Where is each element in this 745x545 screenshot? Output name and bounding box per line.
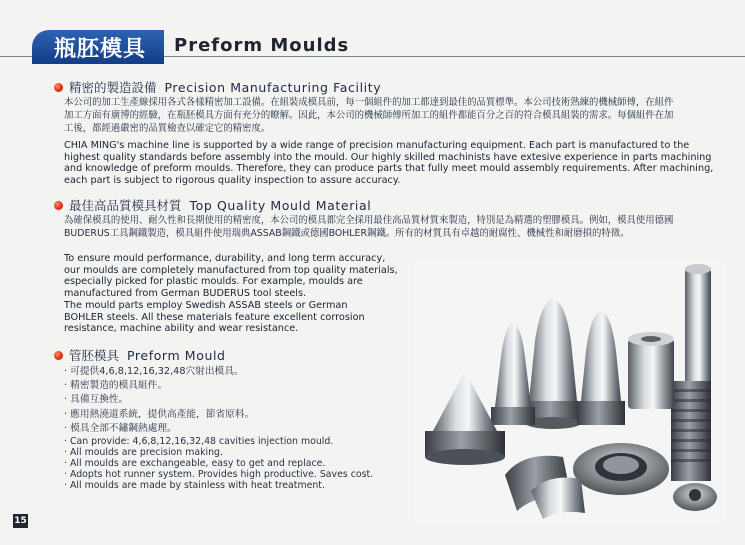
title-en: Preform Moulds	[174, 35, 350, 56]
list-item: · All moulds are precision making.	[64, 447, 223, 458]
list-item: · All moulds are exchangeable, easy to get and replace.	[64, 458, 326, 469]
en-line: resistance, machine ability and wear resistance.	[64, 323, 299, 335]
red-bullet-icon	[54, 201, 63, 210]
en-line: manufactured from German BUDERUS tool steels.	[64, 288, 307, 300]
section-precision-zh-text	[64, 96, 736, 136]
valve-disc	[673, 483, 717, 511]
neck-ring-block	[628, 332, 674, 409]
en-line: To ensure mould performance, durability, and long term accuracy,	[64, 253, 386, 264]
core-rod	[685, 269, 711, 389]
zh-line: 本公司的加工生產線採用各式各樣精密加工設備。在組裝成模具前，每一個組件的加工都達到最佳的品質標準。本公司技術熟練的機械師傅，在組件	[64, 97, 674, 108]
section-material-en-text	[64, 253, 409, 335]
list-item: · 可提供4,6,8,12,16,32,48穴射出模具。	[64, 366, 244, 377]
list-item: · 應用熱澆道系統，提供高產能，節省原料。	[64, 408, 255, 420]
section-heading-en: Top Quality Mould Material	[189, 197, 372, 213]
threaded-column	[671, 381, 711, 481]
section-preform-heading	[54, 346, 226, 364]
list-item: · 精密製造的模具組件。	[64, 380, 168, 392]
zh-line: 工後，都經過嚴密的品質檢查以確定它的精密度。	[64, 123, 271, 135]
en-line: especially picked for plastic moulds. For example, moulds are	[64, 276, 363, 288]
section-heading-zh: 管胚模具	[69, 348, 120, 363]
section-heading-en: Precision Manufacturing Facility	[164, 79, 382, 95]
list-item: · Can provide: 4,6,8,12,16,32,48 cavities injection mould.	[64, 436, 334, 447]
list-item: · 具備互換性。	[64, 394, 129, 406]
page-number: 15	[14, 516, 27, 526]
title-zh-box	[32, 30, 164, 64]
preform-zh-list	[64, 365, 254, 436]
list-item: · 模具全部不鏽鋼熱處理。	[64, 422, 177, 434]
en-line: each part is subject to rigorous quality inspection to assure accuracy.	[64, 175, 401, 187]
mould-parts-illustration	[413, 261, 725, 523]
en-line: The mould parts employ Swedish ASSAB steels or German	[64, 299, 348, 311]
en-line: BOHLER steels. All these materials feature excellent corrosion	[64, 311, 365, 323]
mould-parts-photo	[413, 261, 725, 523]
red-bullet-icon	[54, 351, 63, 360]
list-item: · Adopts hot runner system. Provides high productive. Saves cost.	[64, 469, 374, 480]
cavity-ring	[573, 443, 669, 495]
list-item: · All moulds are made by stainless with heat treatment.	[64, 480, 325, 491]
section-heading-zh: 精密的製造設備	[69, 80, 157, 95]
section-precision-heading	[54, 78, 381, 96]
en-line: and knowledge of preform moulds. Therefore, they can produce parts that fully meet mould assembly requirements. After machining,	[64, 163, 714, 175]
en-line: highest quality standards before assembly into the mould. Our highly skilled machinists have extesive experience in parts machining	[64, 151, 712, 163]
section-heading-en: Preform Mould	[127, 347, 226, 363]
red-bullet-icon	[54, 83, 63, 92]
section-heading-zh: 最佳高品質模具材質	[69, 198, 182, 213]
title-zh: 瓶胚模具	[54, 36, 147, 62]
en-line: our moulds are completely manufactured from top quality materials,	[64, 264, 398, 276]
section-precision-en-text	[64, 140, 736, 187]
section-material-zh-text	[64, 214, 736, 240]
zh-line: 為確保模具的使用、耐久性和長期使用的精密度，本公司的模具都完全採用最佳高品質材質來製造，特別是為精選的塑膠模具。例如，模具使用德國	[64, 215, 674, 226]
preform-en-list	[64, 436, 373, 491]
section-material-heading	[54, 196, 371, 214]
zh-line: BUDERUS工具鋼鐵製造，模具組件使用瑞典ASSAB鋼鐵或德國BOHLER鋼鐵。所有的材質具有卓越的耐腐性、機械性和耐磨損的特徵。	[64, 228, 630, 240]
zh-line: 加工方面有廣博的經驗，在瓶胚模具方面有充分的瞭解。因此，本公司的機械師傅所加工的組件都能百分之百的符合模具組裝的需求。每個組件在加	[64, 110, 674, 122]
en-line: CHIA MING's machine line is supported by a wide range of precision manufacturing equipment. Each part is manufactured to the	[64, 140, 690, 151]
